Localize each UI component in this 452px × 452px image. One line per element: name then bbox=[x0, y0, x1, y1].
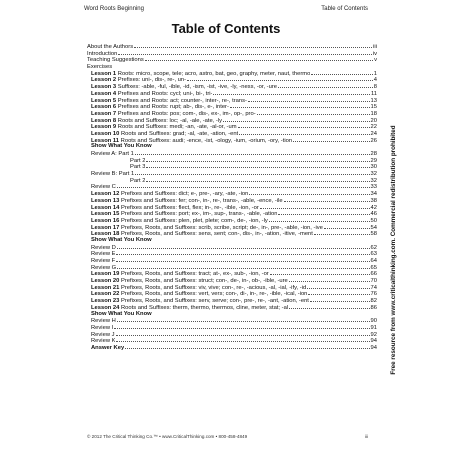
toc-entry bbox=[87, 317, 377, 324]
dot-leader bbox=[116, 331, 370, 336]
toc-entry bbox=[87, 257, 377, 264]
toc-entry-title bbox=[87, 151, 134, 158]
toc-entry bbox=[87, 117, 377, 124]
toc-page-number: 94 bbox=[370, 338, 377, 345]
toc-page-number: 94 bbox=[370, 344, 377, 351]
dot-leader bbox=[284, 197, 370, 202]
toc-entry bbox=[87, 217, 377, 224]
toc-entry-title bbox=[87, 245, 116, 252]
toc-page-number: 63 bbox=[370, 251, 377, 258]
toc-entry-title bbox=[87, 332, 115, 339]
dot-leader bbox=[311, 70, 372, 75]
toc-page-number: 76 bbox=[370, 291, 377, 298]
dot-leader bbox=[213, 90, 370, 95]
toc-entry bbox=[87, 137, 377, 144]
dot-leader bbox=[145, 56, 373, 61]
lesson-number: Lesson 1 bbox=[91, 70, 117, 77]
lesson-number: Lesson 16 bbox=[91, 217, 120, 224]
toc-entry-text: Review H bbox=[91, 318, 116, 325]
toc-page-number: 92 bbox=[370, 331, 377, 338]
lesson-number: Lesson 22 bbox=[91, 291, 120, 298]
toc-page-number: 18 bbox=[370, 110, 377, 117]
lesson-number: Lesson 15 bbox=[91, 211, 120, 218]
dot-leader bbox=[248, 97, 370, 102]
toc-entry-text: Exercises bbox=[87, 64, 113, 71]
dot-leader bbox=[314, 230, 370, 235]
toc-entry-text: Prefixes and Suffixes: flect, flex; in-, re-, -ible, -ion, -or bbox=[119, 204, 259, 211]
dot-leader bbox=[117, 317, 370, 322]
toc-entry-title bbox=[87, 184, 116, 191]
toc-entry bbox=[87, 183, 377, 190]
toc-entry bbox=[87, 97, 377, 104]
toc-entry bbox=[87, 130, 377, 137]
dot-leader bbox=[116, 257, 369, 262]
toc-entry-text: Prefixes and Roots: rupt; ab-, dis-, e-, inter- bbox=[116, 104, 229, 111]
toc-page-number: 4 bbox=[373, 77, 377, 84]
toc-entry-text: Part 2 bbox=[130, 157, 146, 164]
toc-entry-title bbox=[87, 131, 238, 138]
sidebar-copyright-note: Free resource from www.criticalthinking.com. Commercial redistribution prohibited bbox=[390, 125, 397, 375]
toc-entry-title bbox=[87, 57, 144, 64]
lesson-number: Lesson 18 bbox=[91, 231, 120, 238]
toc-entry-title bbox=[87, 124, 237, 131]
lesson-number: Lesson 10 bbox=[91, 130, 120, 137]
lesson-number: Lesson 24 bbox=[91, 304, 120, 311]
page-header bbox=[84, 6, 368, 16]
dot-leader bbox=[260, 204, 370, 209]
toc-entry-title bbox=[87, 118, 222, 125]
toc-entry-title bbox=[87, 318, 116, 325]
toc-page-number: 91 bbox=[370, 324, 377, 331]
dot-leader bbox=[270, 270, 370, 275]
toc-entry-title bbox=[87, 271, 269, 278]
toc-entry-text: Prefixes and Suffixes: fer; con-, in-, re-, trans-, -able, -ence, -ile bbox=[119, 197, 283, 204]
dot-leader bbox=[278, 210, 369, 215]
toc-entry bbox=[87, 177, 377, 184]
toc-entry-title bbox=[87, 225, 323, 232]
toc-entry-text: Introduction bbox=[87, 50, 118, 57]
toc-page-number: 58 bbox=[370, 231, 377, 238]
toc-entry bbox=[87, 103, 377, 110]
toc-page-number: 28 bbox=[370, 151, 377, 157]
toc-page-number: 66 bbox=[370, 271, 377, 278]
dot-leader bbox=[134, 43, 372, 48]
dot-leader bbox=[307, 284, 369, 289]
dot-leader bbox=[146, 157, 369, 162]
dot-leader bbox=[238, 123, 370, 128]
toc-entry-text: Suffixes: -able, -ful, -ible, -id, -ism, -ist, -ive, -ly, -ness, -or, -ure bbox=[116, 84, 277, 91]
lesson-number: Lesson 14 bbox=[91, 204, 120, 211]
dot-leader bbox=[146, 163, 369, 168]
table-of-contents bbox=[87, 43, 377, 351]
toc-page-number: 15 bbox=[370, 104, 377, 111]
dot-leader bbox=[114, 324, 369, 329]
toc-entry-title bbox=[87, 311, 152, 318]
toc-page-number: 20 bbox=[370, 117, 377, 124]
toc-entry bbox=[87, 264, 377, 271]
toc-entry bbox=[87, 344, 377, 351]
toc-entry bbox=[87, 70, 377, 77]
toc-entry-title bbox=[87, 265, 116, 272]
toc-entry-title bbox=[87, 298, 309, 305]
toc-entry-text: Review J bbox=[91, 331, 115, 338]
lesson-number: Lesson 20 bbox=[91, 278, 120, 285]
dot-leader bbox=[187, 76, 373, 81]
toc-entry-text: Prefixes, Roots, and Suffixes: tract; at-, ex-, sub-, -ion, -or bbox=[119, 271, 269, 278]
toc-entry bbox=[87, 190, 377, 197]
footer-copyright: © 2012 The Critical Thinking Co.™ • www.CriticalThinking.com • 800-458-4849 bbox=[87, 434, 248, 439]
toc-page-number: 42 bbox=[370, 204, 377, 211]
toc-entry bbox=[87, 83, 377, 90]
toc-entry-text: Review E bbox=[91, 251, 116, 258]
dot-leader bbox=[257, 110, 370, 115]
lesson-number: Lesson 8 bbox=[91, 117, 117, 124]
toc-page-number: 34 bbox=[370, 191, 377, 198]
dot-leader bbox=[239, 130, 369, 135]
dot-leader bbox=[324, 224, 370, 229]
lesson-number: Lesson 3 bbox=[91, 84, 117, 91]
toc-entry-title bbox=[87, 104, 229, 111]
toc-entry bbox=[87, 244, 377, 251]
page-title: Table of Contents bbox=[171, 21, 281, 36]
toc-entry bbox=[87, 150, 377, 157]
toc-entry-title bbox=[87, 251, 115, 258]
toc-page-number: 30 bbox=[370, 164, 377, 171]
toc-entry bbox=[87, 197, 377, 204]
toc-page-number: 8 bbox=[373, 84, 377, 91]
toc-entry-text: Review A: Part 1 bbox=[91, 151, 134, 157]
dot-leader bbox=[293, 137, 369, 142]
dot-leader bbox=[118, 50, 372, 55]
toc-entry-title bbox=[87, 191, 248, 198]
toc-entry bbox=[87, 250, 377, 257]
toc-entry-text: Review F bbox=[91, 258, 116, 264]
toc-entry-text: About the Authors bbox=[87, 44, 134, 50]
toc-page-number: 38 bbox=[370, 197, 377, 204]
toc-entry bbox=[87, 90, 377, 97]
toc-entry bbox=[87, 324, 377, 331]
toc-entry bbox=[87, 110, 377, 117]
toc-entry bbox=[87, 331, 377, 338]
toc-entry-title bbox=[87, 211, 277, 218]
toc-entry-text: Prefixes, Roots, and Suffixes: sens, sent; con-, dis-, in-, -ation, -itive, -ment bbox=[119, 231, 313, 238]
dot-leader bbox=[135, 150, 370, 155]
toc-entry-title bbox=[87, 77, 186, 84]
lesson-number: Lesson 13 bbox=[91, 197, 120, 204]
toc-page-number: 64 bbox=[370, 258, 377, 264]
toc-entry-text: Prefixes, Roots, and Suffixes: struct; con-, de-, in-, ob-, -ible, -ure bbox=[119, 278, 288, 285]
lesson-number: Lesson 11 bbox=[91, 137, 120, 144]
dot-leader bbox=[125, 344, 369, 349]
toc-page-number: 54 bbox=[370, 224, 377, 231]
toc-entry-text: Prefixes: uni-, dis-, re-, un- bbox=[116, 77, 187, 84]
toc-entry-text: Review G bbox=[91, 264, 117, 271]
toc-entry bbox=[87, 297, 377, 304]
toc-entry-text: Roots and Suffixes: therm, thermo, thermos, cline, meter, stat; -al bbox=[119, 304, 289, 311]
toc-entry bbox=[87, 170, 377, 177]
lesson-number: Lesson 23 bbox=[91, 298, 120, 305]
toc-page-number: iii bbox=[373, 44, 377, 50]
toc-page-number: 65 bbox=[370, 264, 377, 271]
toc-entry-title bbox=[87, 91, 212, 98]
toc-page-number: 26 bbox=[370, 137, 377, 144]
toc-entry-text: Prefixes and Roots: pos; com-, dis-, ex-, im-, op-, pro- bbox=[116, 110, 256, 117]
toc-page-number: 50 bbox=[370, 217, 377, 224]
toc-page-number: 29 bbox=[370, 157, 377, 164]
toc-entry bbox=[87, 204, 377, 211]
toc-entry-text: Roots and Suffixes: grad; -al, -ate, -ation, -ent bbox=[119, 130, 239, 137]
toc-entry-text: Prefixes and Suffixes: dict; e-, pre-, -ary, -ate, -ion bbox=[119, 191, 249, 198]
header-section-title: Table of Contents bbox=[321, 6, 368, 12]
toc-page-number: 74 bbox=[370, 284, 377, 291]
toc-entry-title bbox=[87, 143, 152, 150]
toc-entry bbox=[87, 123, 377, 130]
toc-entry-title bbox=[87, 278, 288, 285]
dot-leader bbox=[117, 244, 370, 249]
toc-entry bbox=[87, 230, 377, 237]
toc-entry bbox=[87, 210, 377, 217]
toc-entry-text: Part 2 bbox=[130, 177, 146, 184]
dot-leader bbox=[249, 190, 369, 195]
toc-page-number: 24 bbox=[370, 130, 377, 137]
toc-page-number: 46 bbox=[370, 211, 377, 218]
toc-page-number: 90 bbox=[370, 318, 377, 325]
toc-entry-text: Show What You Know bbox=[91, 143, 152, 150]
toc-page-number: v bbox=[374, 57, 377, 64]
toc-page-number: 32 bbox=[370, 177, 377, 184]
toc-entry-title bbox=[87, 258, 115, 265]
toc-entry bbox=[87, 43, 377, 50]
toc-entry-text: Review C bbox=[91, 184, 116, 191]
toc-entry bbox=[87, 284, 377, 291]
page-footer bbox=[87, 434, 368, 442]
toc-entry bbox=[87, 304, 377, 311]
toc-entry-text: Show What You Know bbox=[91, 310, 152, 317]
toc-entry-title bbox=[87, 285, 306, 292]
dot-leader bbox=[269, 217, 370, 222]
toc-entry-text: Show What You Know bbox=[91, 236, 152, 243]
toc-entry-text: Teaching Suggestions bbox=[87, 57, 144, 64]
lesson-number: Lesson 21 bbox=[91, 284, 120, 291]
dot-leader bbox=[146, 177, 369, 182]
lesson-number: Lesson 9 bbox=[91, 124, 117, 131]
toc-entry-title bbox=[87, 64, 112, 71]
toc-entry-title bbox=[87, 338, 115, 345]
toc-page-number: 62 bbox=[370, 244, 377, 251]
toc-page-number: iv bbox=[372, 50, 377, 57]
dot-leader bbox=[310, 297, 370, 302]
dot-leader bbox=[117, 264, 369, 269]
toc-entry-text: Review B: Part 1 bbox=[91, 171, 135, 178]
toc-page-number: 33 bbox=[370, 184, 377, 191]
toc-entry-title bbox=[87, 345, 124, 352]
dot-leader bbox=[308, 290, 369, 295]
toc-page-number: 1 bbox=[373, 70, 377, 77]
footer-page-number: iii bbox=[364, 434, 368, 439]
toc-entry bbox=[87, 76, 377, 83]
toc-entry-text: Roots and Suffixes: medi; -an, -ate, -al-or, -um bbox=[116, 124, 237, 131]
toc-page-number: 86 bbox=[370, 304, 377, 311]
toc-entry bbox=[87, 56, 377, 63]
toc-entry-text: Prefixes, Roots, and Suffixes: vert, vers; con-, di-, in-, re-, -ible, -ical, -ion bbox=[119, 291, 308, 298]
toc-entry-title bbox=[87, 291, 307, 298]
toc-entry bbox=[87, 157, 377, 164]
lesson-number: Lesson 5 bbox=[91, 97, 117, 104]
toc-entry-text: Prefixes and Suffixes: port; ex-, im-, sup-, trans-, -able, -ation bbox=[119, 211, 278, 218]
dot-leader bbox=[116, 337, 369, 342]
dot-leader bbox=[230, 103, 370, 108]
toc-page-number: 32 bbox=[370, 171, 377, 178]
dot-leader bbox=[289, 304, 369, 309]
lesson-number: Lesson 19 bbox=[91, 271, 120, 278]
toc-entry bbox=[87, 290, 377, 297]
toc-entry bbox=[87, 277, 377, 284]
toc-entry-text: Prefixes and Suffixes: plen, plet, plete; com-, de-, -ion, -ly bbox=[119, 217, 268, 224]
toc-entry-text: Prefixes and Roots: cycl; uni-, bi-, tri- bbox=[116, 90, 213, 97]
toc-entry-text: Review D bbox=[91, 244, 116, 251]
dot-leader bbox=[116, 250, 369, 255]
toc-entry-text: Prefixes, Roots, and Suffixes: serv, serve; con-, pre-, re-, -ant, -ation, -ent bbox=[119, 298, 309, 305]
toc-entry-title bbox=[87, 325, 113, 332]
toc-entry-text: Roots and Suffixes: loc; -al, -ale, -ate, -ly bbox=[116, 117, 223, 124]
toc-entry-text: Roots: micro, scope, tele; acro, astro, bat, geo, graphy, meter, naut, thermo bbox=[116, 70, 311, 77]
dot-leader bbox=[117, 183, 370, 188]
toc-page-number: 11 bbox=[370, 90, 377, 97]
toc-entry bbox=[87, 50, 377, 57]
toc-entry-title bbox=[87, 218, 268, 225]
toc-entry-text: Prefixes, Roots, and Suffixes: scrib, scribe, script; de-, in-, pre-, -able, -ion, -ive bbox=[119, 224, 323, 231]
toc-entry bbox=[87, 337, 377, 344]
lesson-number: Lesson 12 bbox=[91, 191, 120, 198]
toc-entry bbox=[87, 270, 377, 277]
header-book-title: Word Roots Beginning bbox=[84, 6, 144, 12]
toc-entry-title bbox=[87, 205, 259, 212]
toc-entry-title bbox=[87, 198, 283, 205]
lesson-number: Lesson 2 bbox=[91, 77, 117, 84]
toc-entry bbox=[87, 224, 377, 231]
toc-entry-title bbox=[87, 158, 145, 165]
toc-entry-text: Part 3 bbox=[130, 164, 146, 171]
lesson-number: Lesson 6 bbox=[91, 104, 117, 111]
toc-page-number: 22 bbox=[370, 124, 377, 131]
toc-page-number: 82 bbox=[370, 298, 377, 305]
toc-entry-text: Prefixes, Roots, and Suffixes: viv, vive; con-, re-, -acious, -al, -ial, -ify, -id bbox=[119, 284, 307, 291]
toc-entry-title bbox=[87, 98, 247, 105]
toc-entry-title bbox=[87, 237, 152, 244]
toc-page-number: 13 bbox=[370, 97, 377, 104]
lesson-number: Lesson 17 bbox=[91, 224, 120, 231]
dot-leader bbox=[223, 117, 370, 122]
lesson-number: Lesson 4 bbox=[91, 90, 117, 97]
toc-entry-text: Review I bbox=[91, 324, 114, 331]
toc-entry-text: Roots and Suffixes: audi; -ence, -ist, -ology, -ium, -orium, -ory, -tion bbox=[119, 137, 293, 144]
toc-entry-title bbox=[87, 171, 134, 178]
dot-leader bbox=[289, 277, 370, 282]
dot-leader bbox=[278, 83, 373, 88]
toc-entry-text: Review K bbox=[91, 338, 116, 345]
toc-page-number: 70 bbox=[370, 278, 377, 285]
toc-entry-text: Prefixes and Roots: act; counter-, inter-, re-, trans- bbox=[116, 97, 247, 104]
lesson-number: Lesson 7 bbox=[91, 110, 117, 117]
toc-entry-text: Answer Key bbox=[91, 344, 125, 351]
toc-entry-title bbox=[87, 51, 117, 58]
dot-leader bbox=[135, 170, 369, 175]
toc-entry bbox=[87, 163, 377, 170]
